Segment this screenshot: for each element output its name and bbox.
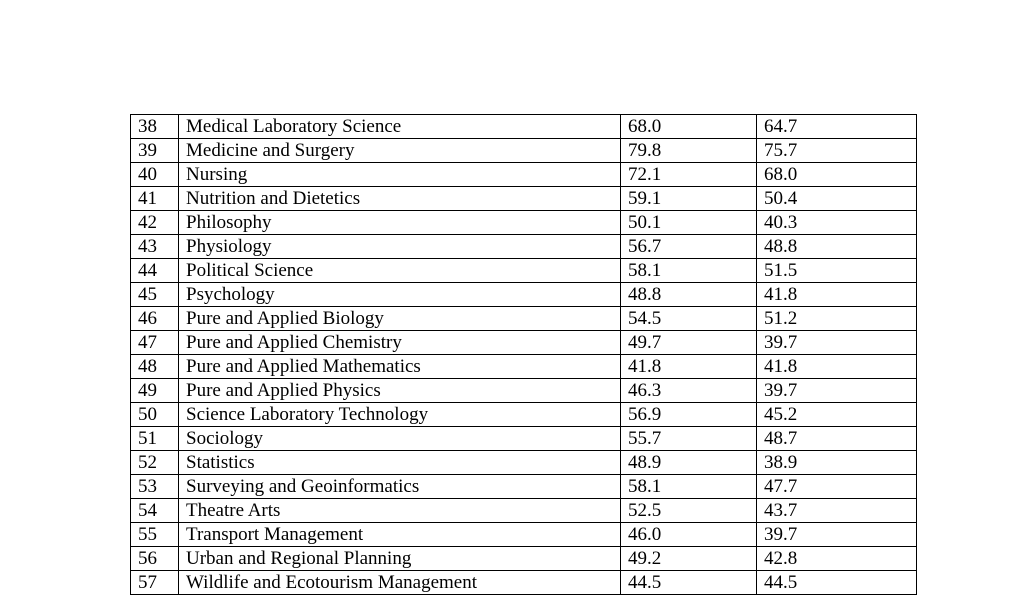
table-row xyxy=(131,331,917,355)
table-row xyxy=(131,259,917,283)
score-1-cell: 68.0 xyxy=(621,115,757,139)
score-2-cell: 68.0 xyxy=(757,163,917,187)
row-number-cell: 51 xyxy=(131,427,179,451)
course-name-cell: Political Science xyxy=(179,259,621,283)
course-name-cell: Pure and Applied Chemistry xyxy=(179,331,621,355)
course-name-cell: Pure and Applied Mathematics xyxy=(179,355,621,379)
score-1-cell: 44.5 xyxy=(621,571,757,595)
score-2-cell: 75.7 xyxy=(757,139,917,163)
score-1-cell: 49.7 xyxy=(621,331,757,355)
course-name-cell: Medicine and Surgery xyxy=(179,139,621,163)
table-row xyxy=(131,499,917,523)
row-number-cell: 50 xyxy=(131,403,179,427)
score-1-cell: 72.1 xyxy=(621,163,757,187)
row-number-cell: 46 xyxy=(131,307,179,331)
row-number-cell: 43 xyxy=(131,235,179,259)
row-number-cell: 54 xyxy=(131,499,179,523)
score-2-cell: 48.7 xyxy=(757,427,917,451)
table-row xyxy=(131,427,917,451)
row-number-cell: 38 xyxy=(131,115,179,139)
table-row xyxy=(131,403,917,427)
score-1-cell: 56.9 xyxy=(621,403,757,427)
course-name-cell: Science Laboratory Technology xyxy=(179,403,621,427)
course-name-cell: Transport Management xyxy=(179,523,621,547)
course-name-cell: Philosophy xyxy=(179,211,621,235)
row-number-cell: 42 xyxy=(131,211,179,235)
table-row xyxy=(131,211,917,235)
score-2-cell: 41.8 xyxy=(757,283,917,307)
score-1-cell: 48.8 xyxy=(621,283,757,307)
table-row xyxy=(131,187,917,211)
course-name-cell: Urban and Regional Planning xyxy=(179,547,621,571)
table-row xyxy=(131,451,917,475)
course-name-cell: Medical Laboratory Science xyxy=(179,115,621,139)
table-body xyxy=(131,115,917,595)
score-2-cell: 44.5 xyxy=(757,571,917,595)
score-1-cell: 46.3 xyxy=(621,379,757,403)
course-name-cell: Nutrition and Dietetics xyxy=(179,187,621,211)
row-number-cell: 52 xyxy=(131,451,179,475)
score-1-cell: 56.7 xyxy=(621,235,757,259)
table-row xyxy=(131,355,917,379)
row-number-cell: 41 xyxy=(131,187,179,211)
table-row xyxy=(131,523,917,547)
score-2-cell: 51.5 xyxy=(757,259,917,283)
row-number-cell: 55 xyxy=(131,523,179,547)
row-number-cell: 47 xyxy=(131,331,179,355)
row-number-cell: 56 xyxy=(131,547,179,571)
course-name-cell: Sociology xyxy=(179,427,621,451)
course-name-cell: Psychology xyxy=(179,283,621,307)
table-row xyxy=(131,379,917,403)
score-2-cell: 39.7 xyxy=(757,331,917,355)
course-name-cell: Pure and Applied Biology xyxy=(179,307,621,331)
course-name-cell: Nursing xyxy=(179,163,621,187)
score-1-cell: 48.9 xyxy=(621,451,757,475)
score-1-cell: 58.1 xyxy=(621,475,757,499)
row-number-cell: 40 xyxy=(131,163,179,187)
table-row xyxy=(131,475,917,499)
course-name-cell: Statistics xyxy=(179,451,621,475)
score-1-cell: 46.0 xyxy=(621,523,757,547)
table-row xyxy=(131,307,917,331)
score-2-cell: 42.8 xyxy=(757,547,917,571)
score-1-cell: 58.1 xyxy=(621,259,757,283)
score-2-cell: 39.7 xyxy=(757,379,917,403)
course-name-cell: Theatre Arts xyxy=(179,499,621,523)
course-name-cell: Pure and Applied Physics xyxy=(179,379,621,403)
score-2-cell: 64.7 xyxy=(757,115,917,139)
score-2-cell: 51.2 xyxy=(757,307,917,331)
score-1-cell: 49.2 xyxy=(621,547,757,571)
row-number-cell: 57 xyxy=(131,571,179,595)
score-1-cell: 55.7 xyxy=(621,427,757,451)
row-number-cell: 48 xyxy=(131,355,179,379)
score-1-cell: 59.1 xyxy=(621,187,757,211)
row-number-cell: 45 xyxy=(131,283,179,307)
score-1-cell: 54.5 xyxy=(621,307,757,331)
row-number-cell: 44 xyxy=(131,259,179,283)
score-2-cell: 50.4 xyxy=(757,187,917,211)
row-number-cell: 39 xyxy=(131,139,179,163)
row-number-cell: 49 xyxy=(131,379,179,403)
score-1-cell: 52.5 xyxy=(621,499,757,523)
score-1-cell: 41.8 xyxy=(621,355,757,379)
score-2-cell: 41.8 xyxy=(757,355,917,379)
score-2-cell: 45.2 xyxy=(757,403,917,427)
score-2-cell: 39.7 xyxy=(757,523,917,547)
table-row xyxy=(131,139,917,163)
table-row xyxy=(131,283,917,307)
table-row xyxy=(131,571,917,595)
score-1-cell: 50.1 xyxy=(621,211,757,235)
score-2-cell: 43.7 xyxy=(757,499,917,523)
table-row xyxy=(131,163,917,187)
table-row xyxy=(131,235,917,259)
score-2-cell: 40.3 xyxy=(757,211,917,235)
row-number-cell: 53 xyxy=(131,475,179,499)
table-row xyxy=(131,115,917,139)
table-row xyxy=(131,547,917,571)
course-name-cell: Physiology xyxy=(179,235,621,259)
course-scores-table xyxy=(130,114,917,595)
course-name-cell: Wildlife and Ecotourism Management xyxy=(179,571,621,595)
score-1-cell: 79.8 xyxy=(621,139,757,163)
score-2-cell: 47.7 xyxy=(757,475,917,499)
course-name-cell: Surveying and Geoinformatics xyxy=(179,475,621,499)
score-2-cell: 38.9 xyxy=(757,451,917,475)
score-2-cell: 48.8 xyxy=(757,235,917,259)
